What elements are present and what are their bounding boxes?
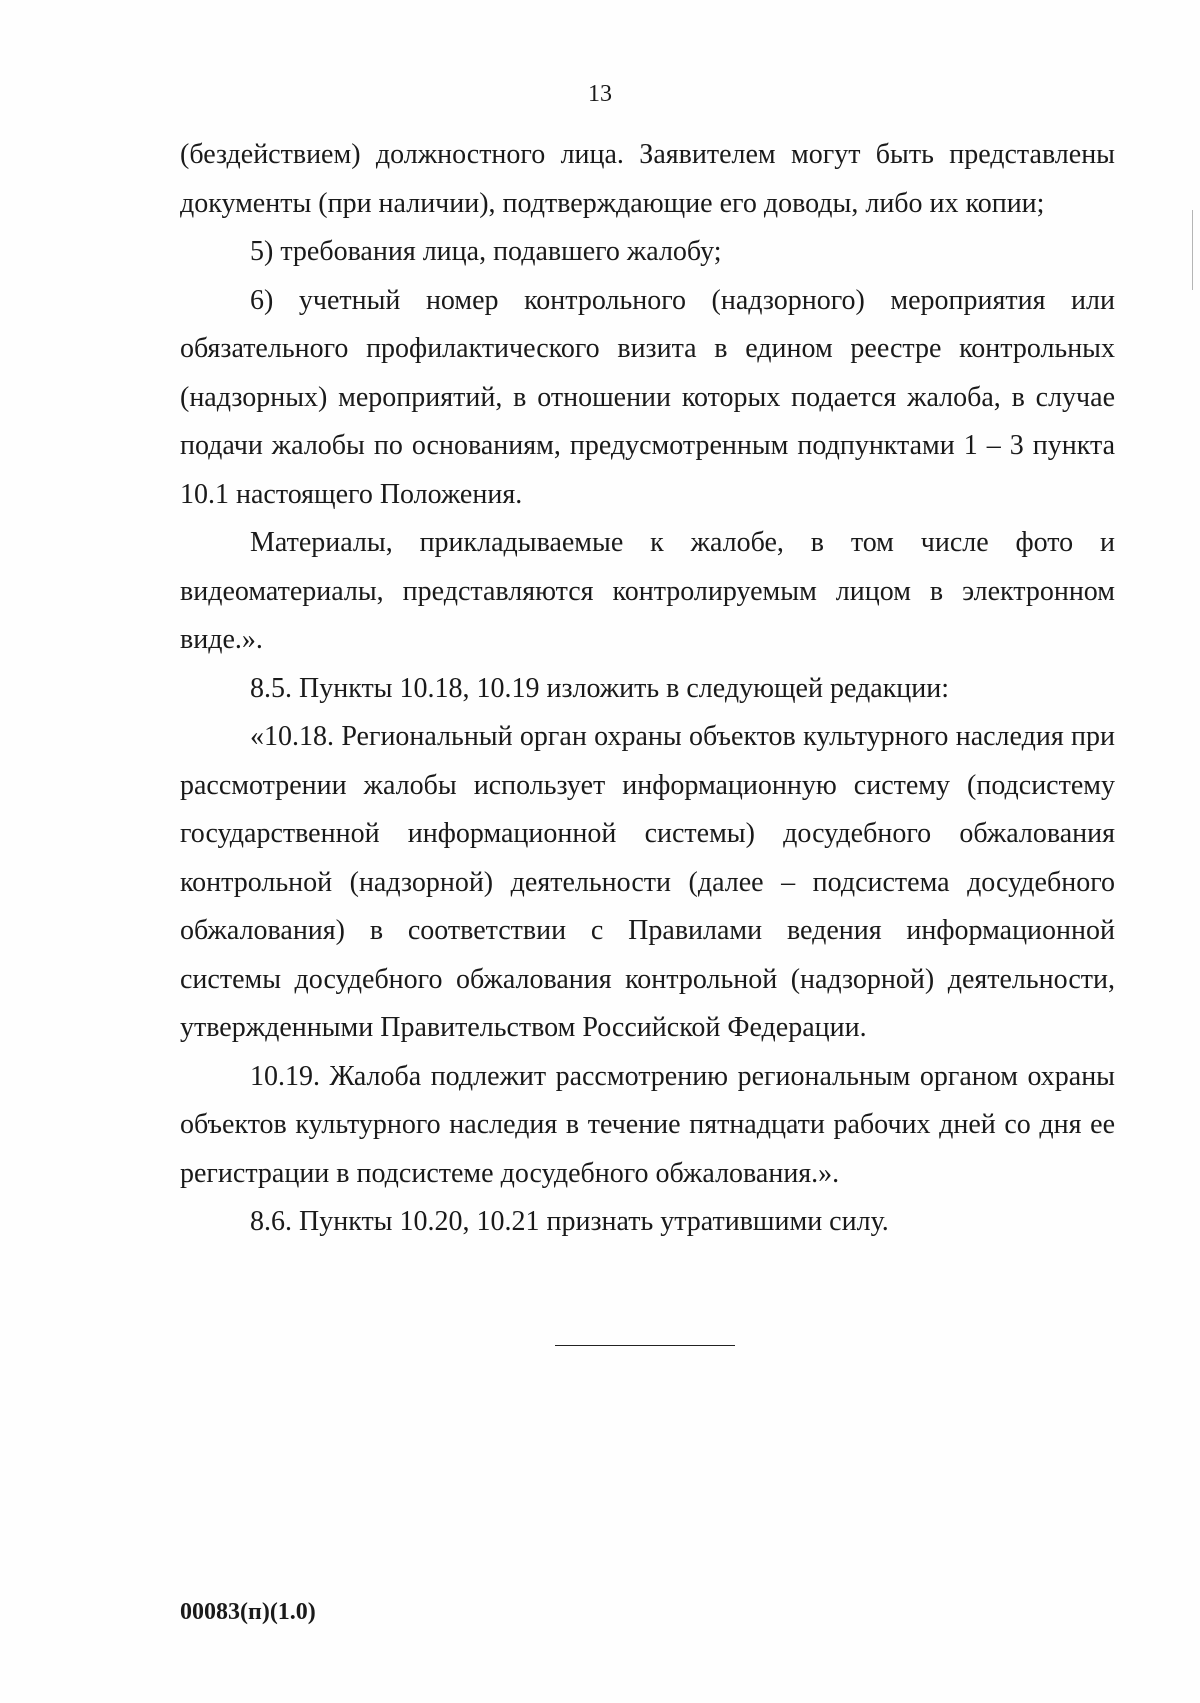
- paragraph-10-19: 10.19. Жалоба подлежит рассмотрению региональным органом охраны объектов культурного наследия в течение пятнадцати рабочих дней со дня ее регистрации в подсистеме досудебного обжалования.».: [180, 1060, 1115, 1189]
- paragraph-item-6: 6) учетный номер контрольного (надзорного) мероприятия или обязательного профилактического визита в едином реестре контрольных (надзорных) мероприятий, в отношении которых подается жалоба, в случае подачи жалобы по основаниям, предусмотренным подпунктами 1 – 3 пункта 10.1 настоящего Положения.: [180, 284, 1115, 510]
- paragraph-8-6: 8.6. Пункты 10.20, 10.21 признать утратившими силу.: [250, 1206, 889, 1237]
- page-number: 13: [588, 81, 612, 107]
- paragraph-8-5: 8.5. Пункты 10.18, 10.19 изложить в следующей редакции:: [250, 672, 950, 704]
- end-separator-line: [555, 1345, 735, 1346]
- paragraph-item-5: 5) требования лица, подавшего жалобу;: [250, 236, 722, 267]
- paragraph-continuation: (бездействием) должностного лица. Заявителем могут быть представлены документы (при наличии), подтверждающие его доводы, либо их копии;: [180, 139, 1115, 219]
- paragraph-10-18: «10.18. Региональный орган охраны объектов культурного наследия при рассмотрении жалобы использует информационную систему (подсистему государственной информационной системы) досудебного обжалования контрольной (надзорной) деятельности (далее – подсистема досудебного обжалования) в соответствии с Правилами ведения информационной системы досудебного обжалования контрольной (надзорной) деятельности, утвержденными Правительством Российской Федерации.: [180, 721, 1115, 1043]
- document-code: 00083(п)(1.0): [180, 1599, 316, 1625]
- document-body: [180, 131, 1115, 1247]
- paragraph-materials: Материалы, прикладываемые к жалобе, в том числе фото и видеоматериалы, представляются контролируемым лицом в электронном виде.».: [180, 527, 1115, 655]
- scan-edge-mark: [1192, 210, 1193, 290]
